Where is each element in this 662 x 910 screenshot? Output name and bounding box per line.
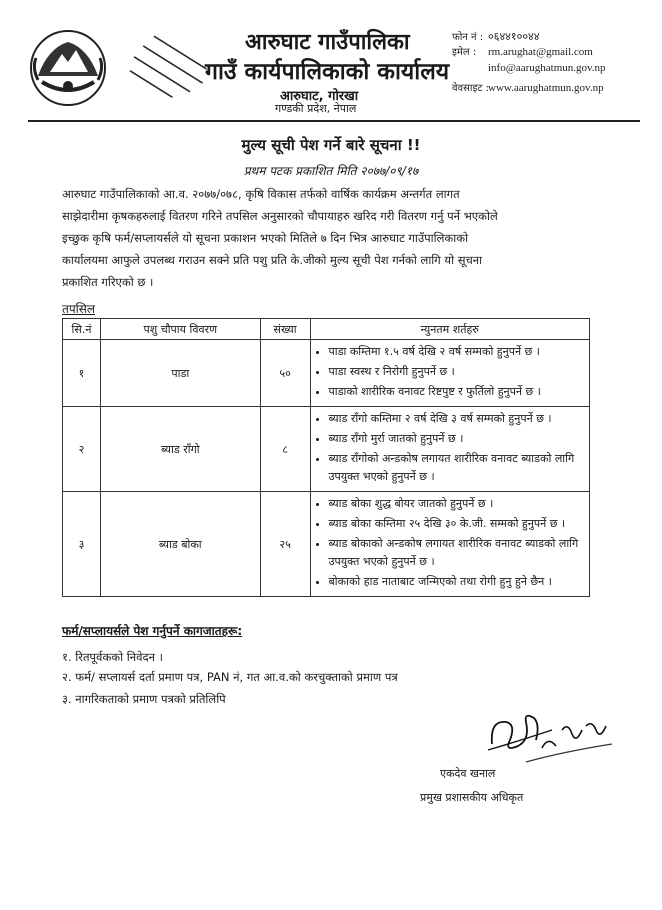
cell-serial: ३	[63, 492, 101, 597]
signatory-name: एकदेव खनाल	[440, 767, 496, 780]
condition-item: • ब्याड बोका शुद्ध बोयर जातको हुनुपर्ने छ ।	[329, 495, 585, 513]
header-animal: पशु चौपाय विवरण	[100, 319, 260, 340]
cell-count: ८	[260, 407, 310, 492]
body-line: प्रकाशित गरिएको छ ।	[62, 275, 154, 289]
condition-item: • ब्याड बोका कम्तिमा २५ देखि ३० के.जी. सम्मको हुनुपर्ने छ ।	[329, 515, 585, 533]
header-divider	[28, 120, 640, 122]
contact-email: इमेल : rm.arughat@gmail.com	[452, 46, 593, 58]
document-item: १. रितपूर्वकको निवेदन ।	[62, 650, 164, 664]
body-line: आरुघाट गाउँपालिकाको आ.व. २०७७/०७८, कृषि विकास तर्फको वार्षिक कार्यक्रम अन्तर्गत लागत	[62, 187, 460, 201]
nepal-emblem-logo	[28, 28, 108, 108]
notice-title: मुल्य सूची पेश गर्ने बारे सूचना !!	[241, 136, 421, 154]
condition-item: • ब्याड बोकाको अन्डकोष लगायत शारीरिक वनावट ब्याडको लागि उपयुक्त भएको हुनुपर्ने छ ।	[329, 535, 585, 571]
condition-item: • पाडा स्वस्थ र निरोगी हुनुपर्ने छ ।	[329, 363, 585, 381]
office-address: आरुघाट, गोरखा	[280, 89, 359, 104]
contact-phone: फोन नं : ०६४४१००४४	[452, 31, 540, 43]
table-row	[63, 407, 590, 492]
cell-count: ५०	[260, 340, 310, 407]
table-row	[63, 492, 590, 597]
body-line: कार्यालयमा आफुले उपलब्ध गराउन सक्ने प्रति पशु प्रति के.जीको मुल्य सूची पेश गर्नको लागि यो सूचना	[62, 253, 483, 267]
condition-item: • पाडाको शारीरिक वनावट रिष्टपुष्ट र फुर्तिलो हुनुपर्ने छ ।	[329, 383, 585, 401]
table-caption: तपसिल	[62, 302, 96, 316]
cell-animal: पाडा	[100, 340, 260, 407]
condition-item: • पाडा कम्तिमा १.५ वर्ष देखि २ वर्ष सम्मको हुनुपर्ने छ ।	[329, 343, 585, 361]
municipality-name: आरुघाट गाउँपालिका	[245, 30, 410, 55]
condition-item: • ब्याड राँगो कम्तिमा २ वर्ष देखि ३ वर्ष सम्मको हुनुपर्ने छ ।	[329, 410, 585, 428]
office-province: गण्डकी प्रदेश, नेपाल	[275, 102, 357, 115]
cell-conditions	[310, 492, 589, 597]
table-header-row	[63, 319, 590, 340]
cell-animal: ब्याड राँगो	[100, 407, 260, 492]
cell-conditions	[310, 407, 589, 492]
body-line: इच्छुक कृषि फर्म/सप्लायर्सले यो सूचना प्रकाशन भएको मितिले ७ दिन भित्र आरुघाट गाउँपालिकाको	[62, 231, 469, 245]
office-name: गाउँ कार्यपालिकाको कार्यालय	[205, 59, 450, 85]
condition-item: • बोकाको हाड नाताबाट जन्मिएको तथा रोगी हुनु हुने छैन ।	[329, 573, 585, 591]
body-line: साझेदारीमा कृषकहरुलाई वितरण गरिने तपसिल अनुसारको चौपायाहरु खरिद गरी वितरण गर्नु पर्ने भएकोले	[62, 209, 498, 223]
cell-conditions	[310, 340, 589, 407]
condition-item: • ब्याड राँगोको अन्डकोष लगायत शारीरिक वनावट ब्याडको लागि उपयुक्त भएको हुनुपर्ने छ ।	[329, 450, 585, 486]
handwritten-signature	[482, 700, 622, 776]
table-row	[63, 340, 590, 407]
notice-body	[62, 183, 590, 293]
livestock-table	[62, 318, 590, 597]
publish-date: प्रथम पटक प्रकाशित मिति २०७७/०९/१७	[243, 164, 419, 178]
header-conditions: न्युनतम शर्तहरु	[310, 319, 589, 340]
cell-serial: १	[63, 340, 101, 407]
documents-heading: फर्म/सप्लायर्सले पेश गर्नुपर्ने कागजातहरू:	[62, 624, 243, 638]
cell-animal: ब्याड बोका	[100, 492, 260, 597]
document-item: ३. नागरिकताको प्रमाण पत्रको प्रतिलिपि	[62, 692, 226, 706]
header-serial: सि.नं	[63, 319, 101, 340]
cell-count: २५	[260, 492, 310, 597]
header-count: संख्या	[260, 319, 310, 340]
condition-item: • ब्याड राँगो मुर्रा जातको हुनुपर्ने छ ।	[329, 430, 585, 448]
document-item: २. फर्म/ सप्लायर्स दर्ता प्रमाण पत्र, PAN नं, गत आ.व.को करचुक्ताको प्रमाण पत्र	[62, 670, 398, 684]
contact-website: वेवसाइट :www.aarughatmun.gov.np	[452, 82, 604, 94]
signatory-role: प्रमुख प्रशासकीय अधिकृत	[420, 791, 524, 804]
cell-serial: २	[63, 407, 101, 492]
contact-email-2: info@aarughatmun.gov.np	[488, 62, 606, 74]
